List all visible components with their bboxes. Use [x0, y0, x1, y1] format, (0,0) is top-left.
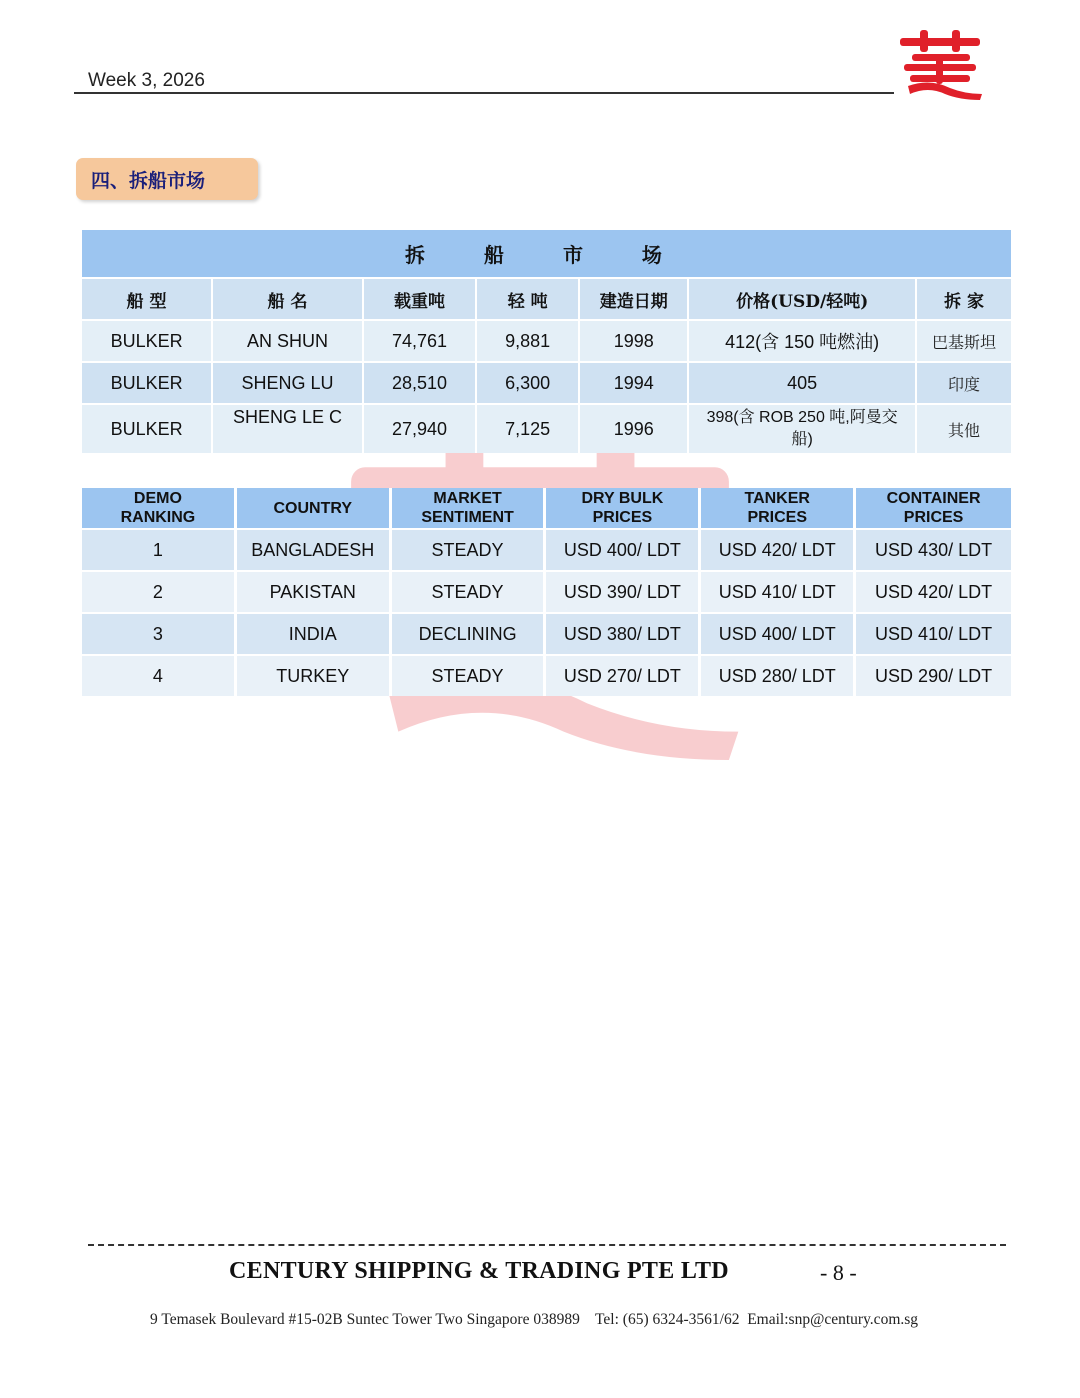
- container-price-cell: USD 430/ LDT: [856, 528, 1011, 570]
- vessel-built: 1998: [580, 319, 689, 361]
- sentiment-cell: STEADY: [392, 654, 547, 696]
- column-header: 载重吨: [364, 277, 477, 319]
- tanker-price-cell: USD 410/ LDT: [701, 570, 856, 612]
- vessel-buyer: 巴基斯坦: [917, 319, 1011, 361]
- vessel-dwt: 74,761: [364, 319, 477, 361]
- footer-divider: [88, 1244, 1006, 1246]
- header-line: DRY BULK: [581, 490, 664, 507]
- section-heading: [76, 158, 258, 200]
- vessel-dwt: 28,510: [364, 361, 477, 403]
- table-row: [82, 528, 1011, 570]
- rank-cell: 4: [82, 654, 237, 696]
- column-header: [856, 488, 1011, 528]
- vessel-price: 398(含 ROB 250 吨,阿曼交船): [689, 403, 917, 453]
- sentiment-cell: STEADY: [392, 528, 547, 570]
- company-name: CENTURY SHIPPING & TRADING PTE LTD: [229, 1258, 729, 1284]
- company-address: 9 Temasek Boulevard #15-02B Suntec Tower Two Singapore 038989 Tel: (65) 6324-3561/62 Email:snp@century.com.sg: [150, 1311, 919, 1328]
- country-cell: TURKEY: [237, 654, 392, 696]
- tanker-price-cell: USD 400/ LDT: [701, 612, 856, 654]
- table-row: [82, 654, 1011, 696]
- dry-bulk-price-cell: USD 390/ LDT: [546, 570, 701, 612]
- header-line: PRICES: [903, 509, 964, 526]
- dry-bulk-price-cell: USD 270/ LDT: [546, 654, 701, 696]
- table-row: [82, 319, 1011, 361]
- column-header: [701, 488, 856, 528]
- demolition-sales-table: [82, 230, 1011, 453]
- tanker-price-cell: USD 420/ LDT: [701, 528, 856, 570]
- table-title: 拆 船 市 场: [82, 230, 1011, 277]
- tanker-price-cell: USD 280/ LDT: [701, 654, 856, 696]
- table-header-row: [82, 277, 1011, 319]
- company-logo: [890, 28, 990, 100]
- header-line: PRICES: [747, 509, 808, 526]
- column-header: [392, 488, 547, 528]
- header-line: DEMO: [133, 490, 182, 507]
- header-line: TANKER: [744, 490, 810, 507]
- vessel-built: 1994: [580, 361, 689, 403]
- vessel-type: BULKER: [82, 361, 213, 403]
- column-header: [237, 488, 392, 528]
- demo-ranking-table: [82, 488, 1011, 696]
- vessel-type: BULKER: [82, 403, 213, 453]
- dry-bulk-price-cell: USD 400/ LDT: [546, 528, 701, 570]
- header-line: PRICES: [592, 509, 653, 526]
- vessel-price: 412(含 150 吨燃油): [689, 319, 917, 361]
- column-header: 价格(USD/轻吨): [689, 277, 917, 319]
- header-line: SENTIMENT: [421, 509, 514, 526]
- column-header: 船 名: [213, 277, 364, 319]
- header-line: MARKET: [433, 490, 502, 507]
- header-line: RANKING: [120, 509, 196, 526]
- table-row: [82, 403, 1011, 453]
- rank-cell: 3: [82, 612, 237, 654]
- vessel-ldt: 9,881: [477, 319, 580, 361]
- table-row: [82, 612, 1011, 654]
- vessel-buyer: 印度: [917, 361, 1011, 403]
- column-header: 建造日期: [580, 277, 689, 319]
- vessel-price: 405: [689, 361, 917, 403]
- page-number: - 8 -: [820, 1260, 857, 1285]
- sentiment-cell: STEADY: [392, 570, 547, 612]
- column-header: 拆 家: [917, 277, 1011, 319]
- vessel-name: SHENG LE C: [213, 403, 364, 453]
- header-line: CONTAINER: [886, 490, 981, 507]
- vessel-type: BULKER: [82, 319, 213, 361]
- sentiment-cell: DECLINING: [392, 612, 547, 654]
- section-title: 四、拆船市场: [91, 170, 206, 192]
- table-row: [82, 570, 1011, 612]
- container-price-cell: USD 290/ LDT: [856, 654, 1011, 696]
- column-header: [82, 488, 237, 528]
- rank-cell: 2: [82, 570, 237, 612]
- vessel-ldt: 7,125: [477, 403, 580, 453]
- dry-bulk-price-cell: USD 380/ LDT: [546, 612, 701, 654]
- country-cell: INDIA: [237, 612, 392, 654]
- vessel-name: SHENG LU: [213, 361, 364, 403]
- column-header: 轻 吨: [477, 277, 580, 319]
- table-row: [82, 361, 1011, 403]
- rank-cell: 1: [82, 528, 237, 570]
- vessel-ldt: 6,300: [477, 361, 580, 403]
- container-price-cell: USD 410/ LDT: [856, 612, 1011, 654]
- column-header: 船 型: [82, 277, 213, 319]
- vessel-name: AN SHUN: [213, 319, 364, 361]
- table-header-row: [82, 488, 1011, 528]
- header-divider: [74, 92, 894, 94]
- vessel-dwt: 27,940: [364, 403, 477, 453]
- week-label: Week 3, 2026: [88, 70, 205, 91]
- country-cell: PAKISTAN: [237, 570, 392, 612]
- column-header: [546, 488, 701, 528]
- vessel-built: 1996: [580, 403, 689, 453]
- container-price-cell: USD 420/ LDT: [856, 570, 1011, 612]
- vessel-buyer: 其他: [917, 403, 1011, 453]
- country-cell: BANGLADESH: [237, 528, 392, 570]
- header-line: COUNTRY: [273, 499, 352, 517]
